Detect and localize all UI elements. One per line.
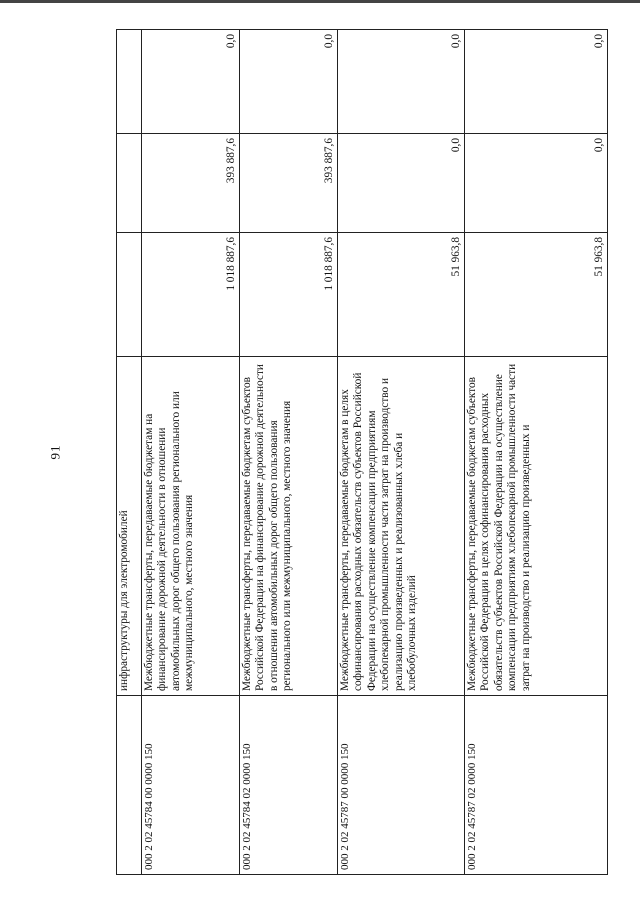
amount-1-cell: 1 018 887,6 [240,233,338,357]
table-row [338,30,465,875]
code-cell: 000 2 02 45787 02 0000 150 [465,696,608,875]
code-cell: 000 2 02 45784 02 0000 150 [240,696,338,875]
budget-table-container [116,34,608,875]
amount-2-cell: 0,0 [338,134,465,233]
code-cell: 000 2 02 45784 00 0000 150 [142,696,240,875]
description-cell: Межбюджетные трансферты, передаваемые бюджетам субъектов Российской Федерации на финансирование дорожной деятельности в отношении автомобильных дорог общего пользования регионального или межмуниципального, местного значения [240,357,338,696]
table-row [240,30,338,875]
amount-1-cell: 1 018 887,6 [142,233,240,357]
amount-3-cell [117,30,142,134]
amount-3-cell: 0,0 [240,30,338,134]
rotated-table-frame [116,34,608,875]
table-row [142,30,240,875]
description-cell: Межбюджетные трансферты, передаваемые бюджетам в целях софинансирования расходных обязательств субъектов Российской Федерации на осуществление компенсации предприятиям хлебопекарной промышленности части затрат на производство и реализацию произведенных и реализованных хлеба и хлебобулочных изделий [338,357,465,696]
description-cell: Межбюджетные трансферты, передаваемые бюджетам субъектов Российской Федерации в целях софинансирования расходных обязательств субъектов Российской Федерации на осуществление компенсации предприятиям хлебопекарной промышленности части затрат на производство и реализацию произведенных и [465,357,608,696]
amount-1-cell [117,233,142,357]
amount-3-cell: 0,0 [465,30,608,134]
amount-3-cell: 0,0 [338,30,465,134]
amount-3-cell: 0,0 [142,30,240,134]
amount-2-cell [117,134,142,233]
table-row [465,30,608,875]
amount-2-cell: 393 887,6 [142,134,240,233]
amount-2-cell: 393 887,6 [240,134,338,233]
amount-1-cell: 51 963,8 [338,233,465,357]
table-row [117,30,142,875]
amount-2-cell: 0,0 [465,134,608,233]
top-border-line [0,0,640,3]
budget-table [116,29,608,875]
page-number: 91 [47,444,63,460]
description-cell: инфраструктуры для электромобилей [117,357,142,696]
amount-1-cell: 51 963,8 [465,233,608,357]
code-cell: 000 2 02 45787 00 0000 150 [338,696,465,875]
code-cell [117,696,142,875]
description-cell: Межбюджетные трансферты, передаваемые бюджетам на финансирование дорожной деятельности в отношении автомобильных дорог общего пользования регионального или межмуниципального, местного значения [142,357,240,696]
